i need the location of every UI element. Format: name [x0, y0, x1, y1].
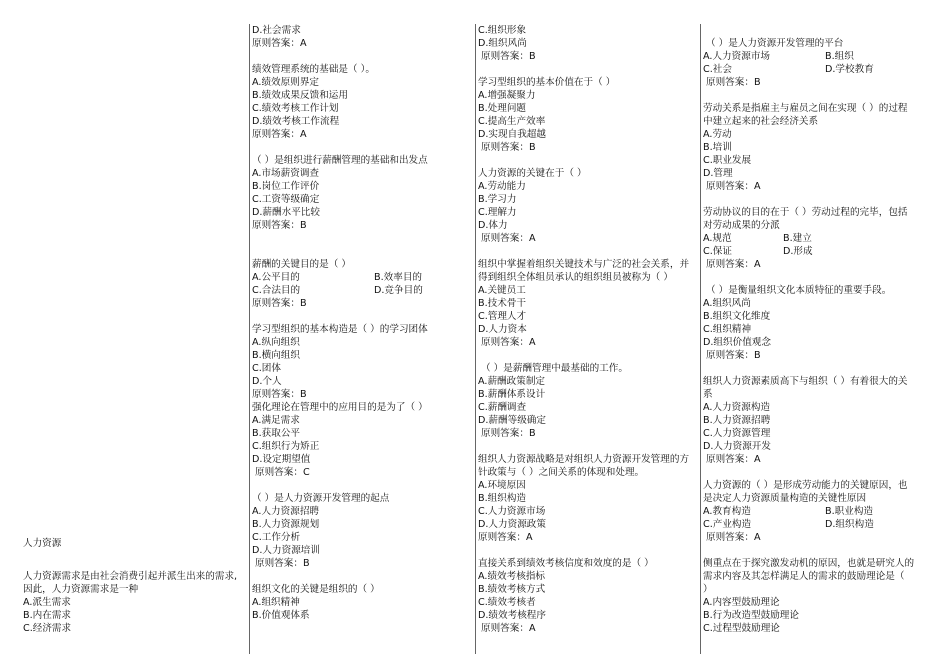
option-text: B.学习力 — [478, 194, 517, 205]
spacer — [252, 141, 472, 154]
spacer — [703, 271, 929, 284]
option-pair — [703, 518, 929, 531]
option-text: D.薪酬水平比较 — [252, 207, 320, 218]
question-text: 需求内容及其怎样满足人的需求的鼓励理论是（ — [703, 571, 905, 582]
question-text: 组织人力资源战略是对组织人力资源开发管理的方 — [478, 454, 690, 465]
question-text: 劳动协议的目的在于（ ）劳动过程的完毕，包括 — [703, 207, 908, 218]
option-pair — [703, 50, 929, 63]
option-right: D.学校教育 — [825, 64, 874, 75]
option-text: A.纵向组织 — [252, 337, 300, 348]
option-pair — [703, 505, 929, 518]
spacer — [478, 349, 697, 362]
option-text: B.价值观体系 — [252, 610, 310, 621]
question-text: 强化理论在管理中的应用目的是为了（ ） — [252, 402, 428, 413]
answer-text: 原则答案：B — [252, 389, 307, 400]
question-text: 组织中掌握着组织关键技术与广泛的社会关系，并 — [478, 259, 690, 270]
option-text: A.组织精神 — [252, 597, 300, 608]
option-text: C.人力资源管理 — [703, 428, 771, 439]
option-text: D.薪酬等级确定 — [478, 415, 546, 426]
option-text: B.内在需求 — [23, 610, 72, 621]
answer-text: 原则答案：A — [481, 233, 536, 244]
option-text: D.个人 — [252, 376, 282, 387]
option-text: C.工资等级确定 — [252, 194, 320, 205]
option-text: D.管理 — [703, 168, 733, 179]
option-text: B.岗位工作评价 — [252, 181, 320, 192]
spacer — [478, 440, 697, 453]
answer-text: 原则答案：B — [481, 142, 536, 153]
column-4 — [700, 24, 932, 654]
option-text: D.社会需求 — [252, 25, 301, 36]
option-pair — [252, 284, 472, 297]
spacer — [478, 544, 697, 557]
option-text: C.理解力 — [478, 207, 517, 218]
option-text: C.团体 — [252, 363, 281, 374]
option-text: A.劳动能力 — [478, 181, 526, 192]
option-text: A.劳动 — [703, 129, 732, 140]
option-text: B.组织文化维度 — [703, 311, 771, 322]
answer-text: 原则答案：A — [706, 181, 761, 192]
option-text: A.内容型鼓励理论 — [703, 597, 780, 608]
option-text: B.获取公平 — [252, 428, 301, 439]
question-text: 学习型组织的基本构造是（ ）的学习团体 — [252, 324, 428, 335]
option-right: D.竞争目的 — [374, 285, 423, 296]
option-text: D.人力资源政策 — [478, 519, 546, 530]
option-text: A.环境原因 — [478, 480, 526, 491]
question-text: （ ）是组织进行薪酬管理的基础和出发点 — [252, 155, 428, 166]
question-text: 组织文化的关键是组织的（ ） — [252, 584, 380, 595]
option-left: A.教育构造 — [703, 506, 751, 517]
option-text: B.横向组织 — [252, 350, 301, 361]
option-text: B.人力资源招聘 — [703, 415, 771, 426]
question-text: 薪酬的关键目的是（ ） — [252, 259, 351, 270]
option-pair — [703, 232, 929, 245]
option-text: D.实现自我超越 — [478, 129, 546, 140]
option-text: B.处理问题 — [478, 103, 527, 114]
option-text: C.组织精神 — [703, 324, 752, 335]
option-text: A.满足需求 — [252, 415, 300, 426]
option-left: A.公平目的 — [252, 272, 300, 283]
option-left: C.社会 — [703, 64, 732, 75]
question-text: 人力资源的（ ）是形成劳动能力的关键原因，也 — [703, 480, 908, 491]
option-text: B.绩效成果反馈和运用 — [252, 90, 348, 101]
question-text: 直接关系到绩效考核信度和效度的是（ ） — [478, 558, 654, 569]
answer-text: 原则答案：A — [481, 337, 536, 348]
option-text: A.增强凝聚力 — [478, 90, 536, 101]
column-1 — [20, 24, 249, 654]
option-text: C.管理人才 — [478, 311, 527, 322]
option-left: A.规范 — [703, 233, 732, 244]
option-text: D.绩效考核工作流程 — [252, 116, 340, 127]
option-right: B.效率目的 — [374, 272, 423, 283]
question-text: （ ）是人力资源开发管理的起点 — [252, 493, 390, 504]
option-right: D.组织构造 — [825, 519, 874, 530]
spacer — [703, 193, 929, 206]
option-right: B.职业构造 — [825, 506, 874, 517]
question-text: 是决定人力资源质量构造的关键性原因 — [703, 493, 867, 504]
spacer — [703, 24, 929, 37]
option-text: D.人力资源开发 — [703, 441, 771, 452]
answer-text: 原则答案：B — [252, 220, 307, 231]
option-left: C.合法目的 — [252, 285, 301, 296]
option-text: A.薪酬政策制定 — [478, 376, 546, 387]
spacer — [252, 310, 472, 323]
answer-text: 原则答案：B — [255, 558, 310, 569]
option-right: D.形成 — [783, 246, 813, 257]
spacer — [252, 232, 472, 258]
answer-text: 原则答案：B — [252, 298, 307, 309]
spacer — [478, 154, 697, 167]
answer-text: 原则答案：A — [706, 532, 761, 543]
option-text: A.关键员工 — [478, 285, 526, 296]
option-text: B.行为改造型鼓励理论 — [703, 610, 799, 621]
option-text: A.绩效原则界定 — [252, 77, 320, 88]
spacer — [252, 50, 472, 63]
option-text: B.组织构造 — [478, 493, 527, 504]
option-text: C.人力资源市场 — [478, 506, 546, 517]
question-text: 人力资源 — [23, 538, 62, 549]
question-text: 组织人力资源素质高下与组织（ ）有着很大的关 — [703, 376, 908, 387]
option-text: D.人力资本 — [478, 324, 527, 335]
spacer — [23, 24, 246, 537]
answer-text: 原则答案：A — [252, 38, 307, 49]
answer-text: 原则答案：A — [481, 623, 536, 634]
option-text: C.绩效考核工作计划 — [252, 103, 339, 114]
spacer — [252, 570, 472, 583]
spacer — [703, 89, 929, 102]
spacer — [703, 362, 929, 375]
question-text: 绩效管理系统的基础是（ ）。 — [252, 64, 375, 75]
answer-text: 原则答案：C — [255, 467, 310, 478]
question-text: （ ）是薪酬管理中最基础的工作。 — [481, 363, 628, 374]
question-text: 劳动关系是指雇主与雇员之间在实现（ ）的过程 — [703, 103, 908, 114]
option-pair — [703, 245, 929, 258]
option-text: D.设定期望值 — [252, 454, 311, 465]
answer-text: 原则答案：A — [706, 454, 761, 465]
question-text: 系 — [703, 389, 713, 400]
option-text: C.职业发展 — [703, 155, 752, 166]
question-text: （ ）是人力资源开发管理的平台 — [706, 38, 844, 49]
option-left: C.产业构造 — [703, 519, 752, 530]
option-text: D.绩效考核程序 — [478, 610, 546, 621]
option-text: C.过程型鼓励理论 — [703, 623, 780, 634]
option-text: A.人力资源构造 — [703, 402, 771, 413]
question-text: 对劳动成果的分派 — [703, 220, 780, 231]
answer-text: 原则答案：B — [481, 51, 536, 62]
option-text: A.派生需求 — [23, 597, 71, 608]
column-3 — [475, 24, 700, 654]
question-text: 侧重点在于探究激发动机的原因，也就是研究人的 — [703, 558, 915, 569]
answer-text: 原则答案：A — [706, 259, 761, 270]
question-text: 人力资源需求是由社会消费引起并派生出来的需求, — [23, 571, 238, 582]
answer-text: 原则答案：A — [252, 129, 307, 140]
question-text: 人力资源的关键在于（ ） — [478, 168, 587, 179]
option-text: B.人力资源规划 — [252, 519, 320, 530]
option-right: B.建立 — [783, 233, 812, 244]
spacer — [252, 479, 472, 492]
option-pair — [703, 63, 929, 76]
option-text: C.组织行为矫正 — [252, 441, 320, 452]
option-text: D.体力 — [478, 220, 508, 231]
answer-text: 原则答案：B — [706, 350, 761, 361]
option-text: C.薪酬调查 — [478, 402, 527, 413]
question-text: ） — [703, 584, 713, 595]
option-text: D.组织风尚 — [478, 38, 527, 49]
option-text: A.人力资源招聘 — [252, 506, 320, 517]
spacer — [478, 245, 697, 258]
column-2 — [249, 24, 475, 654]
spacer — [703, 544, 929, 557]
option-text: A.组织风尚 — [703, 298, 751, 309]
option-text: B.培训 — [703, 142, 732, 153]
spacer — [478, 63, 697, 76]
option-right: B.组织 — [825, 51, 854, 62]
option-text: C.绩效考核者 — [478, 597, 536, 608]
question-text: 因此，人力资源需求是一种 — [23, 584, 139, 595]
option-text: D.组织价值观念 — [703, 337, 771, 348]
option-text: C.工作分析 — [252, 532, 301, 543]
option-text: B.绩效考核方式 — [478, 584, 546, 595]
question-text: （ ）是衡量组织文化本质特征的重要手段。 — [706, 285, 892, 296]
question-text: 得到组织全体组员承认的组织组员被称为（ ） — [478, 272, 673, 283]
option-text: C.经济需求 — [23, 623, 72, 634]
option-text: C.提高生产效率 — [478, 116, 546, 127]
option-text: A.绩效考核指标 — [478, 571, 546, 582]
question-text: 学习型组织的基本价值在于（ ） — [478, 77, 616, 88]
option-text: C.组织形象 — [478, 25, 527, 36]
option-text: B.薪酬体系设计 — [478, 389, 546, 400]
option-left: A.人力资源市场 — [703, 51, 771, 62]
answer-text: 原则答案：B — [481, 428, 536, 439]
answer-text: 原则答案：B — [706, 77, 761, 88]
question-text: 中建立起来的社会经济关系 — [703, 116, 819, 127]
option-text: D.人力资源培训 — [252, 545, 320, 556]
spacer — [703, 466, 929, 479]
option-pair — [252, 271, 472, 284]
question-text: 针政策与（ ）之间关系的体现和处理。 — [478, 467, 645, 478]
answer-text: 原则答案：A — [478, 532, 533, 543]
option-text: A.市场薪资调查 — [252, 168, 320, 179]
option-text: B.技术骨干 — [478, 298, 527, 309]
option-left: C.保证 — [703, 246, 732, 257]
spacer — [23, 550, 246, 570]
